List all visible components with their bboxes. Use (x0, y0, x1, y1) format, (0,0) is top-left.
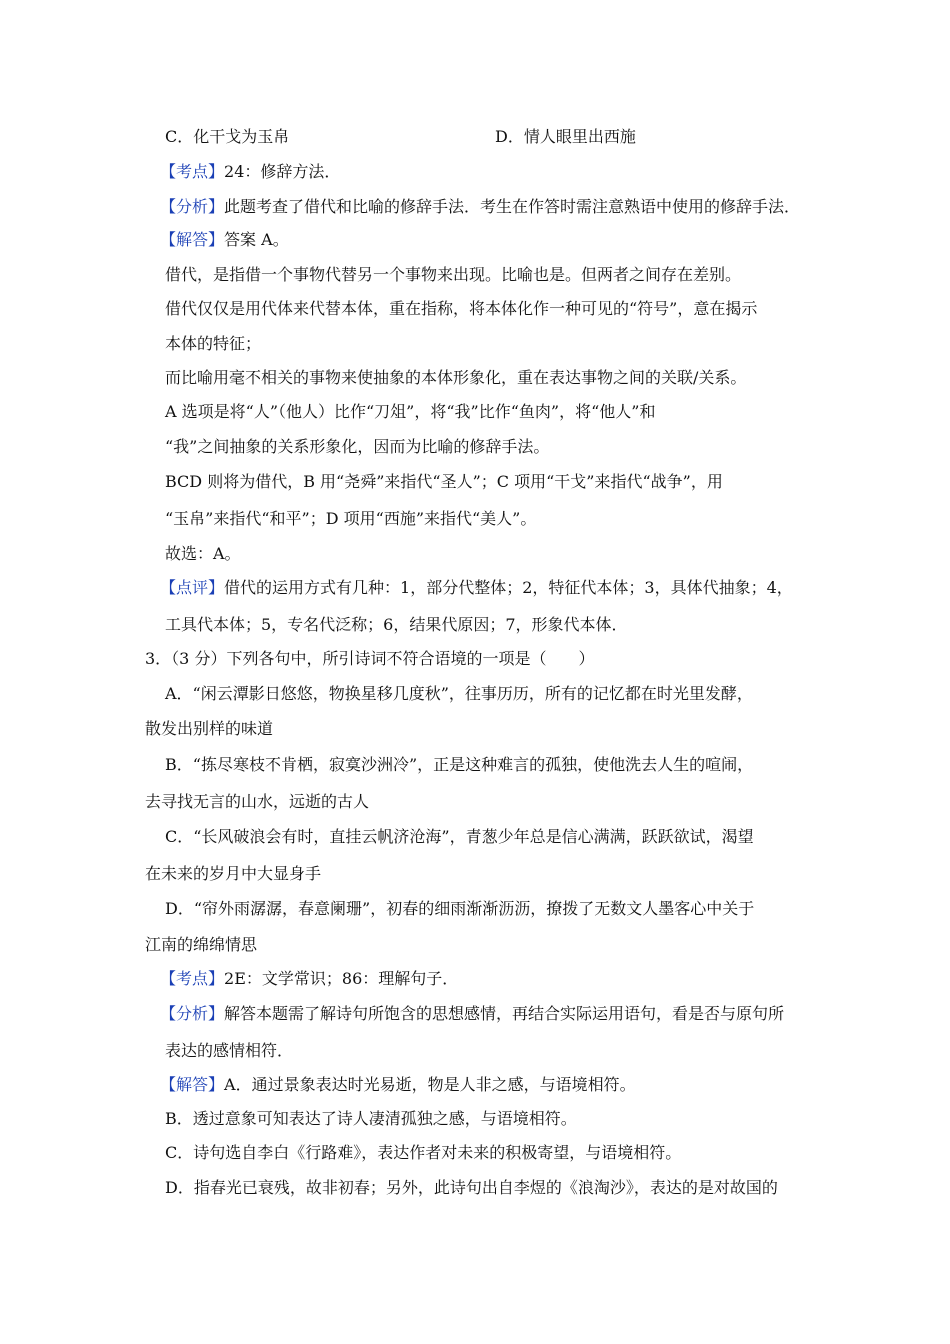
q2-fenxi: 【分析】此题考查了借代和比喻的修辞手法．考生在作答时需注意熟语中使用的修辞手法． (160, 197, 801, 216)
q3-option-line: D．“帘外雨潺潺，春意阑珊”，初春的细雨渐渐沥沥，撩拨了无数文人墨客心中关于 (165, 899, 755, 918)
q2-body-line: BCD 则将为借代，B 用“尧舜”来指代“圣人”；C 项用“干戈”来指代“战争”，用 (165, 472, 723, 491)
q3-kaodian: 【考点】2E：文学常识；86：理解句子． (160, 969, 459, 988)
q3-jieda: 【解答】A．通过景象表达时光易逝，物是人非之感，与语境相符。 (160, 1075, 636, 1094)
q3-fenxi: 【分析】解答本题需了解诗句所饱含的思想感情，再结合实际运用语句，看是否与原句所 (160, 1004, 785, 1023)
q2-dianping-line2: 工具代本体；5，专名代泛称；6，结果代原因；7，形象代本体． (165, 615, 628, 634)
option-c: C．化干戈为玉帛 (165, 127, 290, 146)
q2-body-line: 本体的特征； (165, 334, 262, 353)
q2-body-line: 而比喻用毫不相关的事物来使抽象的本体形象化，重在表达事物之间的关联/关系。 (165, 368, 747, 387)
q3-option-line: 散发出别样的味道 (145, 719, 274, 738)
q3-stem: 3．（3 分）下列各句中，所引诗词不符合语境的一项是（ ） (145, 649, 595, 668)
q3-option-line: 去寻找无言的山水，远逝的古人 (145, 792, 370, 811)
kaodian-text: 2E：文学常识；86：理解句子． (224, 969, 459, 988)
fenxi-text: 此题考查了借代和比喻的修辞手法．考生在作答时需注意熟语中使用的修辞手法． (224, 197, 801, 216)
fenxi-text: 解答本题需了解诗句所饱含的思想感情，再结合实际运用语句，看是否与原句所 (224, 1004, 785, 1023)
q3-option-line: 江南的绵绵情思 (145, 935, 258, 954)
q3-option-line: A．“闲云潭影日悠悠，物换星移几度秋”，往事历历，所有的记忆都在时光里发酵， (165, 684, 753, 703)
kaodian-text: 24：修辞方法． (224, 162, 341, 181)
dianping-label: 点评 (176, 578, 209, 597)
fenxi-label: 分析 (176, 197, 209, 216)
q2-body-line: A 选项是将“人”（他人）比作“刀俎”，将“我”比作“鱼肉”，将“他人”和 (165, 402, 656, 421)
q2-kaodian: 【考点】24：修辞方法． (160, 162, 341, 181)
q2-body-line: 借代仅仅是用代体来代替本体，重在指称，将本体化作一种可见的“符号”，意在揭示 (165, 299, 758, 318)
fenxi-label: 分析 (176, 1004, 209, 1023)
q2-body-line: “玉帛”来指代“和平”；D 项用“西施”来指代“美人”。 (165, 509, 537, 528)
jieda-label: 解答 (176, 230, 209, 249)
q3-body-line: B．透过意象可知表达了诗人凄清孤独之感，与语境相符。 (165, 1109, 577, 1128)
q2-dianping: 【点评】借代的运用方式有几种：1，部分代整体；2，特征代本体；3，具体代抽象；4， (160, 578, 793, 597)
q2-jieda: 【解答】答案 A。 (160, 230, 289, 249)
q2-body-line: 借代，是指借一个事物代替另一个事物来出现。比喻也是。但两者之间存在差别。 (165, 265, 742, 284)
jieda-label: 解答 (176, 1075, 209, 1094)
q3-fenxi-line2: 表达的感情相符． (165, 1041, 294, 1060)
kaodian-label: 考点 (176, 162, 209, 181)
q3-option-line: 在未来的岁月中大显身手 (145, 864, 322, 883)
q2-body-line: 故选：A。 (165, 544, 241, 563)
dianping-text: 借代的运用方式有几种：1，部分代整体；2，特征代本体；3，具体代抽象；4， (224, 578, 793, 597)
q2-body-line: “我”之间抽象的关系形象化，因而为比喻的修辞手法。 (165, 437, 550, 456)
q3-body-line: C．诗句选自李白《行路难》，表达作者对未来的积极寄望，与语境相符。 (165, 1143, 682, 1162)
q3-option-line: B．“拣尽寒枝不肯栖，寂寞沙洲冷”，正是这种难言的孤独，使他洗去人生的喧闹， (165, 755, 754, 774)
jieda-text: 答案 A。 (224, 230, 289, 249)
kaodian-label: 考点 (176, 969, 209, 988)
q3-body-line: D．指春光已衰残，故非初春；另外，此诗句出自李煜的《浪淘沙》，表达的是对故国的 (165, 1178, 778, 1197)
jieda-text: A．通过景象表达时光易逝，物是人非之感，与语境相符。 (224, 1075, 636, 1094)
q3-option-line: C．“长风破浪会有时，直挂云帆济沧海”，青葱少年总是信心满满，跃跃欲试，渴望 (165, 827, 754, 846)
option-d: D．情人眼里出西施 (495, 127, 636, 146)
